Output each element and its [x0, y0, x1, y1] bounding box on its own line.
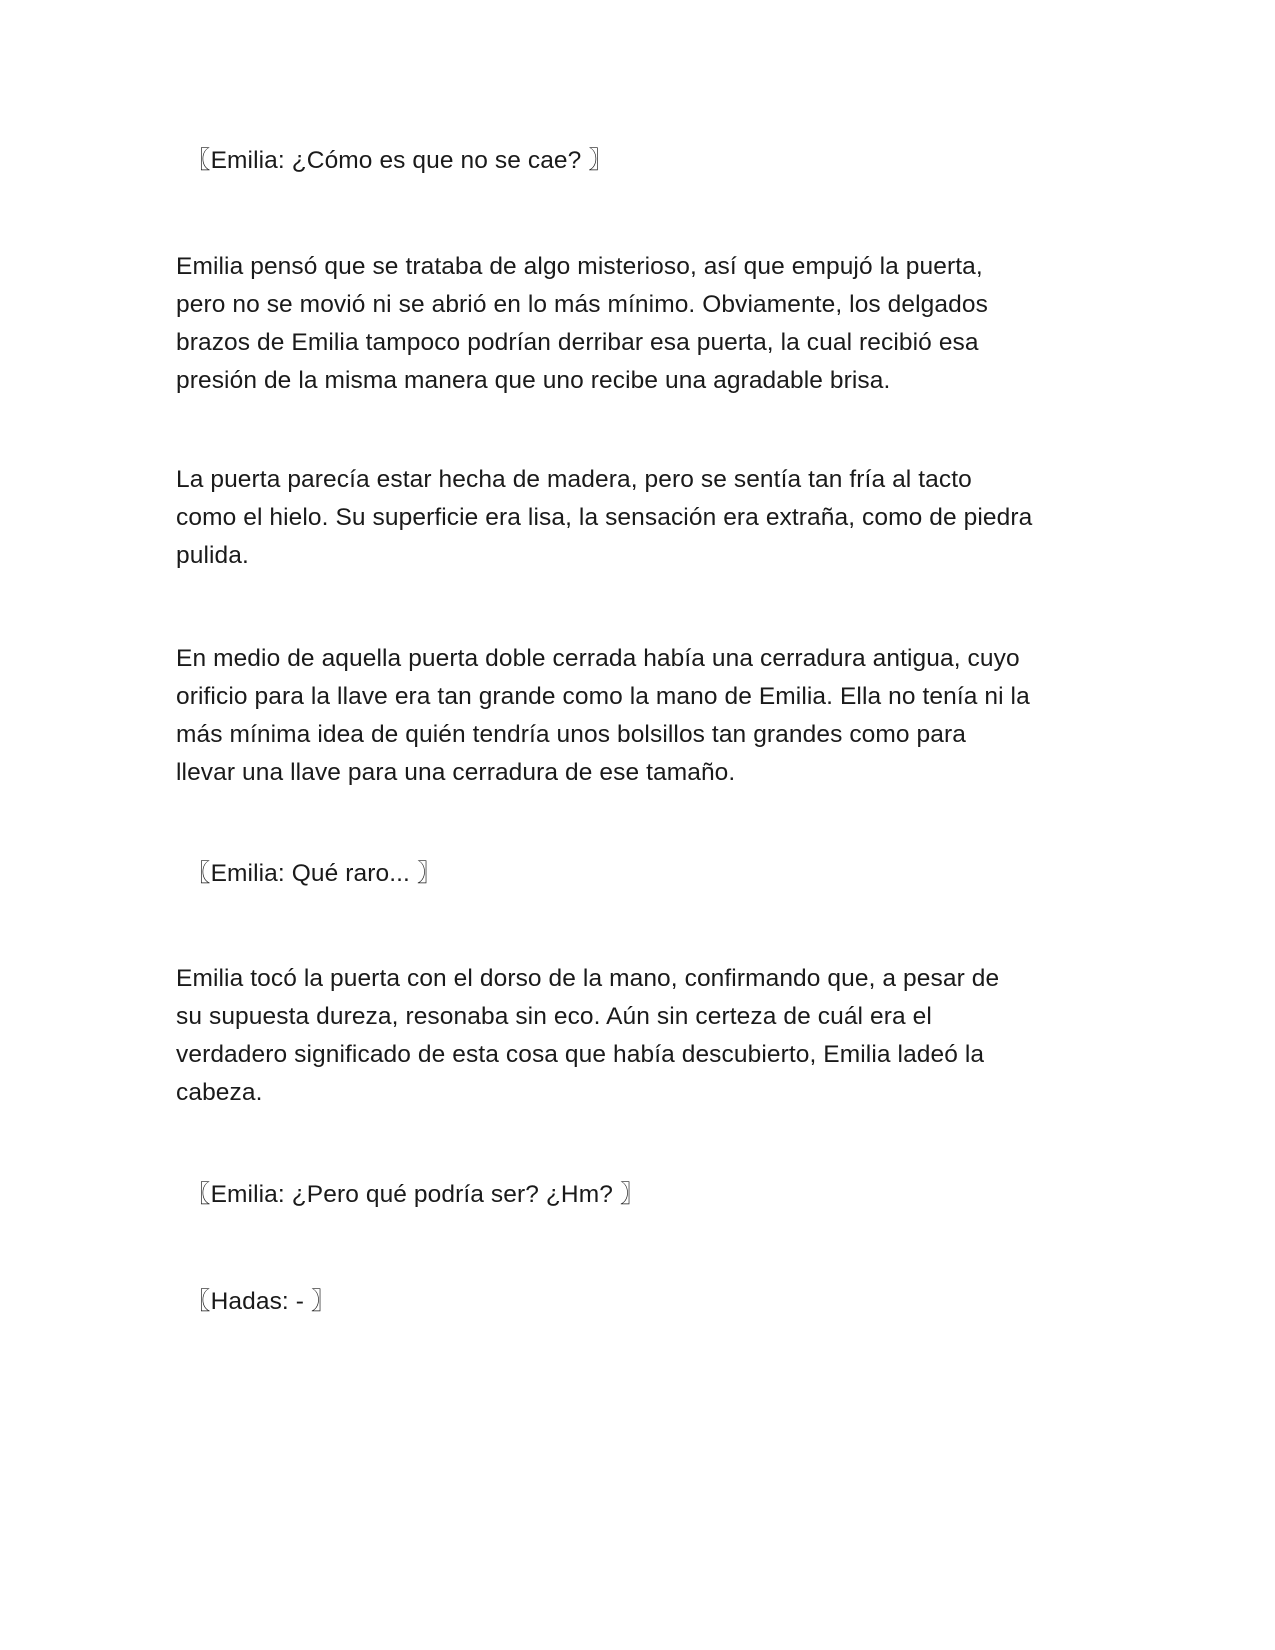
- dialogue-line: 〖Emilia: Qué raro... 〗: [186, 860, 442, 887]
- paragraph: En medio de aquella puerta doble cerrada había una cerradura antigua, cuyo orificio para la llave era tan grande como la mano de Emilia. Ella no tenía ni la más mínima idea de quién tendría unos bolsillos tan grandes como para llevar una llave para una cerradura de ese tamaño.: [176, 645, 1030, 786]
- dialogue-line: 〖Emilia: ¿Cómo es que no se cae? 〗: [186, 147, 613, 174]
- paragraph: Emilia tocó la puerta con el dorso de la mano, confirmando que, a pesar de su supuesta dureza, resonaba sin eco. Aún sin certeza de cuál era el verdadero significado de esta cosa que había descubierto, Emilia ladeó la cabeza.: [176, 965, 1000, 1106]
- paragraph: Emilia pensó que se trataba de algo misterioso, así que empujó la puerta, pero no se movió ni se abrió en lo más mínimo. Obviamente, los delgados brazos de Emilia tampoco podrían derribar esa puerta, la cual recibió esa presión de la misma manera que uno recibe una agradable brisa.: [176, 253, 988, 394]
- dialogue-line: 〖Emilia: ¿Pero qué podría ser? ¿Hm? 〗: [186, 1181, 645, 1208]
- dialogue-line: 〖Hadas: - 〗: [186, 1288, 336, 1315]
- paragraph: La puerta parecía estar hecha de madera, pero se sentía tan fría al tacto como el hielo. Su superficie era lisa, la sensación era extraña, como de piedra pulida.: [176, 466, 1033, 569]
